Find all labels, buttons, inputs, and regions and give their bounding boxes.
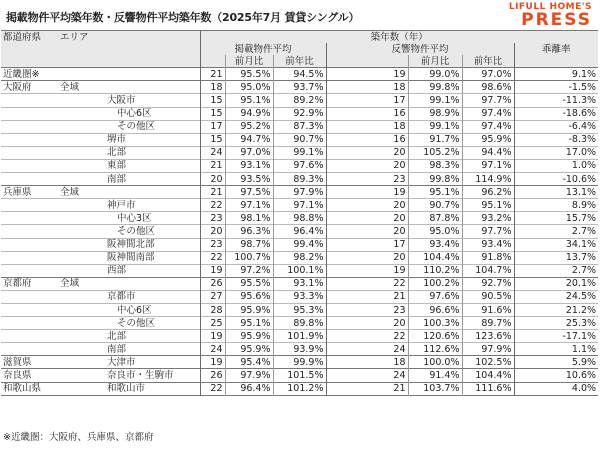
row-listing-mom: 97.5% xyxy=(225,186,273,199)
row-response-age: 22 xyxy=(326,330,408,343)
row-listing-mom: 95.4% xyxy=(225,356,273,369)
row-response-age: 20 xyxy=(326,317,408,330)
row-gap: -18.6% xyxy=(514,107,598,120)
row-response-mom: 93.4% xyxy=(408,238,462,251)
row-listing-yoy: 98.2% xyxy=(273,251,326,264)
row-listing-yoy: 101.9% xyxy=(273,330,326,343)
row-area: その他区 xyxy=(117,317,156,329)
table-row xyxy=(1,317,598,330)
row-response-age: 20 xyxy=(326,199,408,212)
table-row xyxy=(1,303,598,316)
row-response-yoy: 97.7% xyxy=(462,225,514,238)
table-row xyxy=(1,277,598,290)
row-area: 南部 xyxy=(107,173,127,185)
row-area xyxy=(58,68,200,81)
row-response-mom: 120.6% xyxy=(408,330,462,343)
row-listing-yoy: 89.8% xyxy=(273,317,326,330)
row-area: その他区 xyxy=(117,225,156,237)
row-listing-yoy: 90.7% xyxy=(273,133,326,146)
row-gap: 34.1% xyxy=(514,238,598,251)
row-listing-age: 22 xyxy=(200,199,225,212)
row-response-mom: 99.8% xyxy=(408,81,462,94)
row-gap: -11.3% xyxy=(514,94,598,107)
row-response-yoy: 98.6% xyxy=(462,81,514,94)
row-response-yoy: 97.4% xyxy=(462,120,514,133)
row-response-age: 23 xyxy=(326,173,408,186)
row-area: 南部 xyxy=(107,343,127,355)
row-response-age: 20 xyxy=(326,159,408,172)
row-area: 大津市 xyxy=(107,356,136,368)
row-response-mom: 100.3% xyxy=(408,317,462,330)
row-gap: 1.1% xyxy=(514,343,598,356)
row-listing-age: 22 xyxy=(200,382,225,395)
row-gap: 21.2% xyxy=(514,303,598,316)
row-listing-yoy: 99.4% xyxy=(273,238,326,251)
table-row xyxy=(1,133,598,146)
row-listing-yoy: 97.9% xyxy=(273,186,326,199)
row-listing-age: 21 xyxy=(200,159,225,172)
row-area: 全域 xyxy=(60,278,80,290)
row-response-age: 17 xyxy=(326,94,408,107)
row-response-age: 23 xyxy=(326,303,408,316)
row-listing-mom: 97.1% xyxy=(225,199,273,212)
row-listing-mom: 95.5% xyxy=(225,68,273,81)
table-row xyxy=(1,120,598,133)
row-pref xyxy=(1,173,58,186)
row-listing-age: 15 xyxy=(200,133,225,146)
row-listing-age: 20 xyxy=(200,173,225,186)
row-listing-mom: 95.9% xyxy=(225,303,273,316)
row-pref: 兵庫県 xyxy=(3,186,32,198)
row-listing-age: 19 xyxy=(200,356,225,369)
row-gap: 4.0% xyxy=(514,382,598,395)
row-listing-yoy: 89.2% xyxy=(273,94,326,107)
row-pref: 京都府 xyxy=(3,278,32,290)
header-row-2 xyxy=(1,43,598,55)
row-listing-age: 24 xyxy=(200,146,225,159)
row-gap: 20.1% xyxy=(514,277,598,290)
row-area: 京都市 xyxy=(107,291,136,303)
row-listing-yoy: 99.1% xyxy=(273,146,326,159)
header-pref: 都道府県 xyxy=(3,31,42,43)
row-response-yoy: 97.9% xyxy=(462,343,514,356)
row-response-mom: 91.4% xyxy=(408,369,462,382)
row-listing-age: 23 xyxy=(200,212,225,225)
row-response-yoy: 104.4% xyxy=(462,369,514,382)
row-listing-mom: 96.4% xyxy=(225,382,273,395)
table-row xyxy=(1,238,598,251)
row-listing-mom: 96.3% xyxy=(225,225,273,238)
table-row xyxy=(1,369,598,382)
table-row xyxy=(1,225,598,238)
row-response-age: 20 xyxy=(326,212,408,225)
table-row xyxy=(1,199,598,212)
row-gap: 17.0% xyxy=(514,146,598,159)
row-gap: 8.9% xyxy=(514,199,598,212)
data-table xyxy=(1,30,598,396)
row-response-yoy: 90.5% xyxy=(462,290,514,303)
row-pref xyxy=(1,120,58,133)
row-listing-mom: 95.6% xyxy=(225,290,273,303)
table-row xyxy=(1,330,598,343)
row-response-mom: 99.1% xyxy=(408,94,462,107)
row-listing-mom: 97.2% xyxy=(225,264,273,277)
row-listing-age: 23 xyxy=(200,238,225,251)
table-row xyxy=(1,107,598,120)
row-listing-age: 28 xyxy=(200,303,225,316)
row-listing-mom: 95.9% xyxy=(225,330,273,343)
row-pref: 近畿圏※ xyxy=(3,68,40,80)
row-listing-age: 15 xyxy=(200,107,225,120)
row-area: 北部 xyxy=(107,147,127,159)
row-listing-mom: 94.9% xyxy=(225,107,273,120)
row-response-age: 16 xyxy=(326,107,408,120)
row-gap: 13.1% xyxy=(514,186,598,199)
row-gap: 24.5% xyxy=(514,290,598,303)
row-response-yoy: 102.5% xyxy=(462,356,514,369)
row-response-yoy: 97.7% xyxy=(462,94,514,107)
brand-logo xyxy=(509,2,592,28)
header-gap: 乖離率 xyxy=(514,43,598,55)
row-listing-yoy: 89.3% xyxy=(273,173,326,186)
row-response-yoy: 93.2% xyxy=(462,212,514,225)
table-row xyxy=(1,356,598,369)
row-response-mom: 110.2% xyxy=(408,264,462,277)
row-pref xyxy=(1,225,58,238)
row-response-yoy: 95.1% xyxy=(462,199,514,212)
row-response-mom: 90.7% xyxy=(408,199,462,212)
row-pref xyxy=(1,303,58,316)
row-listing-age: 24 xyxy=(200,343,225,356)
row-response-age: 24 xyxy=(326,369,408,382)
table-row xyxy=(1,94,598,107)
row-area: 堺市 xyxy=(107,134,127,146)
row-response-mom: 96.6% xyxy=(408,303,462,316)
row-pref xyxy=(1,107,58,120)
row-response-yoy: 92.7% xyxy=(462,277,514,290)
row-gap: 15.7% xyxy=(514,212,598,225)
row-listing-age: 26 xyxy=(200,277,225,290)
table-row xyxy=(1,186,598,199)
row-area: 中心3区 xyxy=(117,212,152,224)
row-gap: 2.7% xyxy=(514,264,598,277)
row-response-mom: 98.9% xyxy=(408,107,462,120)
row-listing-mom: 93.5% xyxy=(225,173,273,186)
row-response-mom: 98.3% xyxy=(408,159,462,172)
row-listing-mom: 100.7% xyxy=(225,251,273,264)
table-row xyxy=(1,68,598,81)
row-gap: -8.3% xyxy=(514,133,598,146)
row-listing-yoy: 101.2% xyxy=(273,382,326,395)
table-row xyxy=(1,173,598,186)
row-listing-yoy: 93.1% xyxy=(273,277,326,290)
row-response-mom: 97.6% xyxy=(408,290,462,303)
row-listing-yoy: 94.5% xyxy=(273,68,326,81)
row-response-mom: 95.1% xyxy=(408,186,462,199)
row-listing-mom: 97.0% xyxy=(225,146,273,159)
row-response-yoy: 93.4% xyxy=(462,238,514,251)
row-response-age: 19 xyxy=(326,186,408,199)
row-area: 阪神間北部 xyxy=(107,239,155,251)
row-response-mom: 100.0% xyxy=(408,356,462,369)
row-response-mom: 112.6% xyxy=(408,343,462,356)
row-response-yoy: 96.2% xyxy=(462,186,514,199)
table-row xyxy=(1,81,598,94)
row-response-yoy: 91.6% xyxy=(462,303,514,316)
row-area: その他区 xyxy=(117,121,156,133)
row-listing-yoy: 93.7% xyxy=(273,81,326,94)
table-body xyxy=(1,68,598,395)
row-listing-age: 19 xyxy=(200,330,225,343)
row-listing-age: 19 xyxy=(200,264,225,277)
row-listing-age: 17 xyxy=(200,120,225,133)
row-response-age: 20 xyxy=(326,225,408,238)
header-row-1 xyxy=(1,31,598,44)
row-pref xyxy=(1,146,58,159)
row-response-yoy: 114.9% xyxy=(462,173,514,186)
row-listing-mom: 98.7% xyxy=(225,238,273,251)
row-response-age: 18 xyxy=(326,120,408,133)
row-response-yoy: 97.4% xyxy=(462,107,514,120)
row-gap: -10.6% xyxy=(514,173,598,186)
row-area: 東部 xyxy=(107,160,127,172)
row-listing-yoy: 93.9% xyxy=(273,343,326,356)
row-response-mom: 104.4% xyxy=(408,251,462,264)
header-listing: 掲載物件平均 xyxy=(200,43,326,55)
row-pref xyxy=(1,330,58,343)
row-response-age: 21 xyxy=(326,382,408,395)
row-response-age: 17 xyxy=(326,238,408,251)
row-response-yoy: 104.7% xyxy=(462,264,514,277)
row-response-mom: 87.8% xyxy=(408,212,462,225)
table-row xyxy=(1,146,598,159)
row-pref xyxy=(1,238,58,251)
row-response-yoy: 91.8% xyxy=(462,251,514,264)
row-response-age: 20 xyxy=(326,146,408,159)
row-area: 全域 xyxy=(60,81,80,93)
row-response-yoy: 111.6% xyxy=(462,382,514,395)
row-listing-age: 15 xyxy=(200,94,225,107)
row-listing-mom: 95.2% xyxy=(225,120,273,133)
header-response-mom: 前月比 xyxy=(408,55,462,68)
row-pref xyxy=(1,290,58,303)
row-response-mom: 99.8% xyxy=(408,173,462,186)
row-area: 和歌山市 xyxy=(107,383,146,395)
row-listing-age: 21 xyxy=(200,68,225,81)
row-area: 全域 xyxy=(60,186,80,198)
row-gap: 1.0% xyxy=(514,159,598,172)
row-response-yoy: 95.9% xyxy=(462,133,514,146)
row-response-mom: 95.0% xyxy=(408,225,462,238)
row-gap: 9.1% xyxy=(514,68,598,81)
header-response: 反響物件平均 xyxy=(326,43,514,55)
row-listing-mom: 97.9% xyxy=(225,369,273,382)
row-response-mom: 99.1% xyxy=(408,120,462,133)
row-response-age: 21 xyxy=(326,290,408,303)
header-area: エリア xyxy=(60,31,89,43)
row-response-yoy: 123.6% xyxy=(462,330,514,343)
row-pref xyxy=(1,94,58,107)
brand-logo-top: LIFULL HOME'S xyxy=(508,2,592,12)
row-listing-yoy: 99.9% xyxy=(273,356,326,369)
row-pref xyxy=(1,251,58,264)
row-response-age: 19 xyxy=(326,264,408,277)
row-listing-yoy: 95.3% xyxy=(273,303,326,316)
row-pref xyxy=(1,133,58,146)
row-area: 西部 xyxy=(107,265,127,277)
row-area: 大阪市 xyxy=(107,95,136,107)
row-listing-yoy: 97.6% xyxy=(273,159,326,172)
row-response-mom: 100.2% xyxy=(408,277,462,290)
header-listing-mom: 前月比 xyxy=(225,55,273,68)
row-gap: -17.1% xyxy=(514,330,598,343)
row-listing-age: 26 xyxy=(200,369,225,382)
row-response-mom: 105.2% xyxy=(408,146,462,159)
row-listing-age: 22 xyxy=(200,251,225,264)
row-pref xyxy=(1,343,58,356)
header-listing-yoy: 前年比 xyxy=(273,55,326,68)
row-listing-mom: 95.1% xyxy=(225,317,273,330)
table-row xyxy=(1,264,598,277)
row-gap: -1.5% xyxy=(514,81,598,94)
row-listing-yoy: 96.4% xyxy=(273,225,326,238)
header-response-yoy: 前年比 xyxy=(462,55,514,68)
row-gap: 5.9% xyxy=(514,356,598,369)
row-response-age: 16 xyxy=(326,133,408,146)
row-pref: 奈良県 xyxy=(3,369,32,381)
header-group: 築年数（年） xyxy=(200,31,598,44)
row-gap: 25.3% xyxy=(514,317,598,330)
row-pref xyxy=(1,199,58,212)
row-response-age: 24 xyxy=(326,343,408,356)
table-row xyxy=(1,382,598,395)
row-listing-age: 21 xyxy=(200,186,225,199)
row-listing-mom: 95.1% xyxy=(225,94,273,107)
table-row xyxy=(1,159,598,172)
table-row xyxy=(1,251,598,264)
row-listing-yoy: 100.1% xyxy=(273,264,326,277)
row-pref: 和歌山県 xyxy=(3,383,42,395)
row-listing-mom: 93.1% xyxy=(225,159,273,172)
row-area: 阪神間南部 xyxy=(107,252,155,264)
row-listing-age: 27 xyxy=(200,290,225,303)
row-pref xyxy=(1,212,58,225)
row-pref xyxy=(1,317,58,330)
row-area: 神戸市 xyxy=(107,199,136,211)
row-listing-yoy: 92.9% xyxy=(273,107,326,120)
row-response-yoy: 97.1% xyxy=(462,159,514,172)
row-pref xyxy=(1,264,58,277)
row-response-age: 18 xyxy=(326,81,408,94)
row-listing-mom: 94.7% xyxy=(225,133,273,146)
row-listing-mom: 95.0% xyxy=(225,81,273,94)
row-gap: -6.4% xyxy=(514,120,598,133)
row-gap: 2.7% xyxy=(514,225,598,238)
row-pref: 滋賀県 xyxy=(3,356,32,368)
row-listing-age: 20 xyxy=(200,225,225,238)
row-response-age: 22 xyxy=(326,277,408,290)
row-gap: 10.6% xyxy=(514,369,598,382)
row-listing-yoy: 97.1% xyxy=(273,199,326,212)
row-area: 中心6区 xyxy=(117,108,152,120)
row-listing-age: 18 xyxy=(200,81,225,94)
row-response-age: 19 xyxy=(326,68,408,81)
table-row xyxy=(1,343,598,356)
row-response-yoy: 94.4% xyxy=(462,146,514,159)
row-listing-yoy: 101.5% xyxy=(273,369,326,382)
page-title: 掲載物件平均築年数・反響物件平均築年数（2025年7月 賃貸シングル） xyxy=(6,11,360,24)
row-listing-mom: 95.9% xyxy=(225,343,273,356)
row-response-mom: 103.7% xyxy=(408,382,462,395)
row-pref xyxy=(1,159,58,172)
row-response-mom: 91.7% xyxy=(408,133,462,146)
row-pref: 大阪府 xyxy=(3,81,32,93)
row-area: 中心6区 xyxy=(117,304,152,316)
brand-logo-main: PRESS xyxy=(521,10,592,30)
row-response-age: 18 xyxy=(326,356,408,369)
row-listing-mom: 95.5% xyxy=(225,277,273,290)
row-listing-yoy: 93.3% xyxy=(273,290,326,303)
row-response-yoy: 97.0% xyxy=(462,68,514,81)
row-response-yoy: 89.7% xyxy=(462,317,514,330)
header-row-3 xyxy=(1,55,598,68)
row-area: 北部 xyxy=(107,330,127,342)
row-listing-mom: 98.1% xyxy=(225,212,273,225)
row-listing-yoy: 87.3% xyxy=(273,120,326,133)
table-row xyxy=(1,290,598,303)
row-response-mom: 99.0% xyxy=(408,68,462,81)
footnote: ※近畿圏：大阪府、兵庫県、京都府 xyxy=(3,432,154,443)
row-gap: 13.7% xyxy=(514,251,598,264)
row-area: 奈良市・生駒市 xyxy=(107,369,174,381)
row-listing-yoy: 98.8% xyxy=(273,212,326,225)
row-listing-age: 25 xyxy=(200,317,225,330)
table-row xyxy=(1,212,598,225)
row-response-age: 20 xyxy=(326,251,408,264)
